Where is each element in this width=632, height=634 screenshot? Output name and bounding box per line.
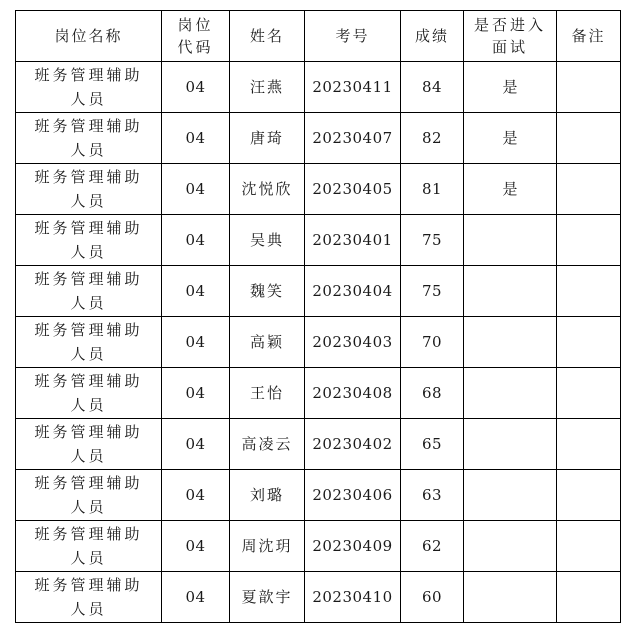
cell-score: 62 — [401, 521, 464, 572]
cell-position-name — [16, 368, 162, 419]
cell-name: 沈悦欣 — [230, 164, 305, 215]
cell-score: 65 — [401, 419, 464, 470]
cell-position-code: 04 — [162, 215, 230, 266]
table-row — [16, 521, 621, 572]
cell-position-code: 04 — [162, 470, 230, 521]
results-table — [15, 10, 621, 623]
cell-name: 汪燕 — [230, 62, 305, 113]
cell-score: 75 — [401, 215, 464, 266]
cell-exam-no: 20230405 — [305, 164, 401, 215]
cell-remarks — [557, 266, 621, 317]
cell-interview — [464, 572, 557, 623]
position-name-text: 班务管理辅助人员 — [34, 168, 143, 210]
cell-remarks — [557, 368, 621, 419]
cell-score: 60 — [401, 572, 464, 623]
position-name-text: 班务管理辅助人员 — [34, 372, 143, 414]
position-name-text: 班务管理辅助人员 — [34, 423, 143, 465]
cell-position-code: 04 — [162, 62, 230, 113]
cell-exam-no: 20230401 — [305, 215, 401, 266]
cell-position-code: 04 — [162, 419, 230, 470]
cell-position-code: 04 — [162, 572, 230, 623]
header-row — [16, 11, 621, 62]
cell-position-name — [16, 572, 162, 623]
cell-remarks — [557, 164, 621, 215]
cell-name: 王怡 — [230, 368, 305, 419]
table-row — [16, 317, 621, 368]
cell-position-code: 04 — [162, 113, 230, 164]
cell-interview — [464, 215, 557, 266]
cell-position-code: 04 — [162, 164, 230, 215]
header-interview-label: 是否进入面试 — [473, 15, 546, 56]
cell-interview — [464, 521, 557, 572]
header-position-code-label: 岗位代码 — [177, 15, 214, 56]
cell-remarks — [557, 215, 621, 266]
table-row — [16, 368, 621, 419]
cell-position-name — [16, 215, 162, 266]
cell-name: 吴典 — [230, 215, 305, 266]
table-row — [16, 266, 621, 317]
cell-position-name — [16, 317, 162, 368]
cell-position-code: 04 — [162, 317, 230, 368]
cell-name: 夏歆宇 — [230, 572, 305, 623]
cell-position-name — [16, 164, 162, 215]
cell-exam-no: 20230402 — [305, 419, 401, 470]
cell-remarks — [557, 317, 621, 368]
cell-position-name — [16, 419, 162, 470]
position-name-text: 班务管理辅助人员 — [34, 576, 143, 618]
cell-name: 周沈玥 — [230, 521, 305, 572]
cell-exam-no: 20230408 — [305, 368, 401, 419]
cell-score: 81 — [401, 164, 464, 215]
cell-remarks — [557, 62, 621, 113]
cell-score: 63 — [401, 470, 464, 521]
position-name-text: 班务管理辅助人员 — [34, 66, 143, 108]
table-body — [16, 62, 621, 623]
header-remarks: 备注 — [557, 11, 621, 62]
cell-interview — [464, 317, 557, 368]
header-position-code — [162, 11, 230, 62]
cell-position-name — [16, 521, 162, 572]
cell-position-name — [16, 62, 162, 113]
position-name-text: 班务管理辅助人员 — [34, 525, 143, 567]
cell-exam-no: 20230407 — [305, 113, 401, 164]
cell-position-name — [16, 266, 162, 317]
cell-score: 82 — [401, 113, 464, 164]
table-row — [16, 215, 621, 266]
cell-interview — [464, 266, 557, 317]
position-name-text: 班务管理辅助人员 — [34, 117, 143, 159]
cell-remarks — [557, 470, 621, 521]
cell-exam-no: 20230404 — [305, 266, 401, 317]
cell-name: 唐琦 — [230, 113, 305, 164]
cell-remarks — [557, 419, 621, 470]
header-exam-no: 考号 — [305, 11, 401, 62]
table-row — [16, 470, 621, 521]
cell-position-code: 04 — [162, 368, 230, 419]
cell-exam-no: 20230409 — [305, 521, 401, 572]
position-name-text: 班务管理辅助人员 — [34, 474, 143, 516]
cell-remarks — [557, 113, 621, 164]
cell-exam-no: 20230410 — [305, 572, 401, 623]
position-name-text: 班务管理辅助人员 — [34, 270, 143, 312]
cell-name: 高凌云 — [230, 419, 305, 470]
cell-interview — [464, 470, 557, 521]
cell-interview: 是 — [464, 113, 557, 164]
table-row — [16, 419, 621, 470]
cell-score: 84 — [401, 62, 464, 113]
position-name-text: 班务管理辅助人员 — [34, 219, 143, 261]
cell-remarks — [557, 521, 621, 572]
cell-score: 70 — [401, 317, 464, 368]
header-position-name: 岗位名称 — [16, 11, 162, 62]
cell-remarks — [557, 572, 621, 623]
header-interview — [464, 11, 557, 62]
cell-exam-no: 20230406 — [305, 470, 401, 521]
cell-name: 刘璐 — [230, 470, 305, 521]
header-score: 成绩 — [401, 11, 464, 62]
header-name: 姓名 — [230, 11, 305, 62]
position-name-text: 班务管理辅助人员 — [34, 321, 143, 363]
cell-interview: 是 — [464, 164, 557, 215]
cell-exam-no: 20230411 — [305, 62, 401, 113]
cell-score: 68 — [401, 368, 464, 419]
cell-position-code: 04 — [162, 521, 230, 572]
table-row — [16, 572, 621, 623]
cell-exam-no: 20230403 — [305, 317, 401, 368]
cell-position-name — [16, 113, 162, 164]
cell-interview — [464, 419, 557, 470]
cell-score: 75 — [401, 266, 464, 317]
cell-name: 高颖 — [230, 317, 305, 368]
cell-interview: 是 — [464, 62, 557, 113]
cell-name: 魏笑 — [230, 266, 305, 317]
table-row — [16, 113, 621, 164]
table-row — [16, 62, 621, 113]
cell-position-name — [16, 470, 162, 521]
table-row — [16, 164, 621, 215]
cell-interview — [464, 368, 557, 419]
cell-position-code: 04 — [162, 266, 230, 317]
